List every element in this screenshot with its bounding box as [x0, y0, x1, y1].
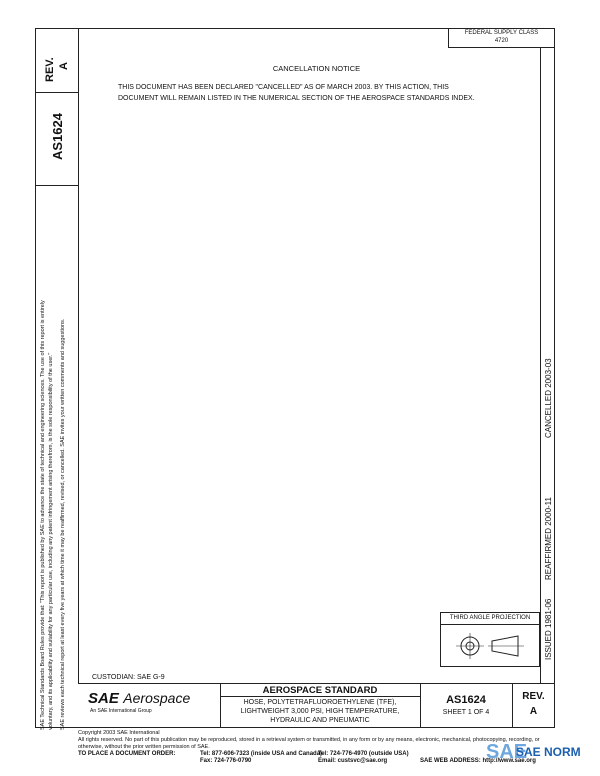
title-rev-label: REV.: [522, 691, 545, 702]
title-doc-number: AS1624: [446, 694, 486, 706]
projection-label: THIRD ANGLE PROJECTION: [449, 615, 531, 621]
sae-aerospace-logo: [88, 690, 216, 720]
side-disclaimer-line-3: SAE reviews each technical report at least every five years at which time it may be reaffirmed, revised, or cancelled. SAE invites your written comments and suggestions.: [60, 318, 66, 730]
notice-title: CANCELLATION NOTICE: [272, 64, 361, 73]
custodian: CUSTODIAN: SAE G-9: [92, 674, 165, 681]
footer-email: Email: custsvc@sae.org: [318, 758, 388, 764]
watermark-norm: SAE NORM: [516, 745, 581, 759]
logo-sae: SAE: [88, 690, 119, 707]
logo-subtitle: An SAE International Group: [90, 708, 152, 714]
title-block-top-rule: [78, 683, 555, 684]
footer-rights: All rights reserved. No part of this publication may be reproduced, stored in a retrieval system or transmitted, in any form or by any means, electronic, mechanical, photocopying, recording, or: [78, 737, 540, 743]
side-disclaimer-line-1: SAE Technical Standards Board Rules provide that: "This report is published by SAE to advance the state of technical and engineering sciences. The use of this report is entirely: [40, 300, 46, 730]
logo-aerospace: Aerospace: [123, 690, 191, 706]
footer-fax: Fax: 724-776-0790: [200, 758, 252, 764]
title-desc-2: LIGHTWEIGHT 3,000 PSI, HIGH TEMPERATURE,: [240, 708, 400, 715]
title-rev-value: A: [529, 706, 538, 717]
footer-tel-1: Tel: 877-606-7323 (inside USA and Canada): [200, 751, 323, 757]
status-reaffirmed: REAFFIRMED 2000-11: [544, 497, 553, 580]
title-desc-3: HYDRAULIC AND PNEUMATIC: [270, 717, 370, 724]
third-angle-projection-icon: [452, 630, 532, 662]
sae-norm-watermark: [486, 741, 596, 771]
left-rev-label: REV.: [44, 57, 56, 82]
federal-supply-class-value: 4720: [494, 38, 509, 44]
title-desc-1: HOSE, POLYTETRAFLUOROETHYLENE (TFE),: [243, 699, 397, 706]
left-rev-value: A: [58, 62, 70, 70]
side-disclaimer-line-2: voluntary, and its applicability and suitability for any particular use, including any patent infringement arising therefrom, is the sole responsibility of the user.": [48, 352, 54, 730]
watermark-sae: SAE: [486, 741, 528, 763]
title-heading: AEROSPACE STANDARD: [262, 685, 378, 696]
left-strip-rule-1: [35, 92, 78, 93]
footer-order-label: TO PLACE A DOCUMENT ORDER:: [78, 751, 176, 757]
status-issued: ISSUED 1981-06: [544, 598, 553, 660]
left-doc-number: AS1624: [50, 113, 65, 160]
footer-tel-2: Tel: 724-776-4970 (outside USA): [318, 751, 409, 757]
left-strip-divider: [78, 28, 79, 683]
projection-rule: [440, 624, 540, 625]
left-strip-rule-2: [35, 185, 78, 186]
federal-supply-class-label: FEDERAL SUPPLY CLASS: [464, 30, 539, 36]
title-sheet: SHEET 1 OF 4: [442, 709, 490, 716]
footer-rights-2: otherwise, without the prior written permission of SAE.: [78, 744, 210, 750]
footer-web: SAE WEB ADDRESS: http://www.sae.org: [420, 758, 536, 764]
footer-copyright: Copyright 2003 SAE International: [78, 730, 160, 736]
notice-line-1: THIS DOCUMENT HAS BEEN DECLARED "CANCELLED" AS OF MARCH 2003. BY THIS ACTION, THIS: [118, 84, 449, 91]
notice-line-2: DOCUMENT WILL REMAIN LISTED IN THE NUMERICAL SECTION OF THE AEROSPACE STANDARDS INDEX.: [118, 95, 475, 102]
status-cancelled: CANCELLED 2003-03: [544, 358, 553, 438]
title-heading-rule: [220, 696, 420, 697]
right-strip-divider: [540, 48, 541, 683]
